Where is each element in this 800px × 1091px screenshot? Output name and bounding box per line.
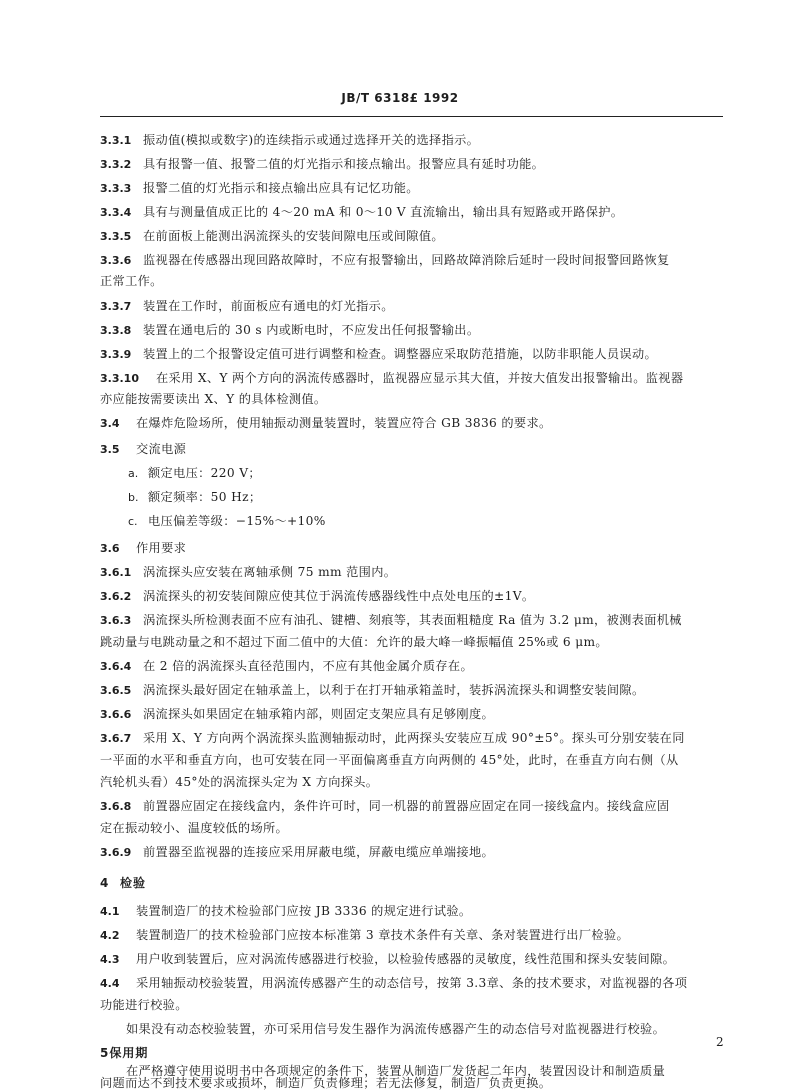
clause-3-6-7: 3.6.7 采用 X、Y 方向两个涡流探头监测轴振动时，此两探头安装应互成 90°±5°。探头可分别安装在同 xyxy=(100,731,685,745)
clause-3-3-2: 3.3.2 具有报警一值、报警二值的灯光指示和接点输出。报警应具有延时功能。 xyxy=(100,157,545,171)
clause-3-6-2: 3.6.2 涡流探头的初安装间隙应使其位于涡流传感器线性中点处电压的±1V。 xyxy=(100,589,535,603)
clause-3-6-7-cont2: 汽轮机头看）45°处的涡流探头定为 X 方向探头。 xyxy=(100,775,379,789)
clause-3-6-8-cont: 定在振动较小、温度较低的场所。 xyxy=(100,821,289,835)
clause-3-3-9: 3.3.9 装置上的二个报警设定值可进行调整和检查。调整器应采取防范措施，以防非职能人员误动。 xyxy=(100,347,658,361)
item-c: c. 电压偏差等级：−15%～+10% xyxy=(128,514,326,528)
clause-3-6-7-cont1: 一平面的水平和垂直方向，也可安装在同一平面偏离垂直方向两侧的 45°处，此时，在垂直方向右侧（从 xyxy=(100,753,679,767)
clause-3-6-9: 3.6.9 前置器至监视器的连接应采用屏蔽电缆，屏蔽电缆应单端接地。 xyxy=(100,845,495,859)
clause-3-6-4: 3.6.4 在 2 倍的涡流探头直径范围内，不应有其他金属介质存在。 xyxy=(100,659,473,673)
clause-4-4: 4.4 采用轴振动校验装置，用涡流传感器产生的动态信号，按第 3.3章、条的技术要求，对监视器的各项 xyxy=(100,976,688,990)
clause-3-3-6: 3.3.6 监视器在传感器出现回路故障时，不应有报警输出，回路故障消除后延时一段时间报警回路恢复 xyxy=(100,253,670,267)
document-header: JB/T 6318£ 1992 xyxy=(341,91,459,105)
clause-3-3-4: 3.3.4 具有与测量值成正比的 4～20 mA 和 0～10 V 直流输出，输出具有短路或开路保护。 xyxy=(100,205,624,219)
clause-3-5: 3.5 交流电源 xyxy=(100,442,187,456)
clause-4-2: 4.2 装置制造厂的技术检验部门应按本标准第 3 章技术条件有关章、条对装置进行出厂检验。 xyxy=(100,928,629,942)
clause-3-6-6: 3.6.6 涡流探头如果固定在轴承箱内部，则固定支架应具有足够刚度。 xyxy=(100,707,495,721)
page-number: 2 xyxy=(716,1035,724,1049)
clause-3-6-8: 3.6.8 前置器应固定在接线盒内，条件许可时，同一机器的前置器应固定在同一接线盒内。接线盒应固 xyxy=(100,799,670,813)
clause-3-4: 3.4 在爆炸危险场所，使用轴振动测量装置时，装置应符合 GB 3836 的要求。 xyxy=(100,416,552,430)
paragraph-dynamic-check: 如果没有动态校验装置，亦可采用信号发生器作为涡流传感器产生的动态信号对监视器进行校验。 xyxy=(126,1022,666,1036)
clause-3-3-10: 3.3.10 在采用 X、Y 两个方向的涡流传感器时，监视器应显示其大值，并按大值发出报警输出。监视器 xyxy=(100,371,684,385)
clause-4-3: 4.3 用户收到装置后，应对涡流传感器进行校验，以检验传感器的灵敏度，线性范围和探头安装间隙。 xyxy=(100,952,676,966)
clause-3-3-3: 3.3.3 报警二值的灯光指示和接点输出应具有记忆功能。 xyxy=(100,181,419,195)
clause-3-3-10-cont: 亦应能按需要读出 X、Y 的具体检测值。 xyxy=(100,392,327,406)
clause-3-3-7: 3.3.7 装置在工作时，前面板应有通电的灯光指示。 xyxy=(100,299,394,313)
clause-3-6-1: 3.6.1 涡流探头应安装在离轴承侧 75 mm 范围内。 xyxy=(100,565,397,579)
section-4-heading: 4 检验 xyxy=(100,876,147,890)
header-rule xyxy=(100,116,723,117)
item-a: a. 额定电压：220 V； xyxy=(128,466,261,480)
clause-3-6-5: 3.6.5 涡流探头最好固定在轴承盖上，以利于在打开轴承箱盖时，装拆涡流探头和调整安装间隙。 xyxy=(100,683,645,697)
warranty-paragraph-line-1: 在严格遵守使用说明书中各项规定的条件下，装置从制造厂发货起二年内，装置因设计和制造质量 xyxy=(126,1064,666,1078)
clause-3-6-3: 3.6.3 涡流探头所检测表面不应有油孔、键槽、刻痕等，其表面粗糙度 Ra 值为 3.2 μm，被测表面机械 xyxy=(100,613,682,627)
clause-3-3-6-cont: 正常工作。 xyxy=(100,274,163,288)
item-b: b. 额定频率：50 Hz； xyxy=(128,490,262,504)
warranty-paragraph-line-2: 问题而达不到技术要求或损坏，制造厂负责修理；若无法修复，制造厂负责更换。 xyxy=(100,1076,552,1090)
section-5-heading: 5保用期 xyxy=(100,1046,149,1060)
clause-3-3-1: 3.3.1 振动值(模拟或数字)的连续指示或通过选择开关的选择指示。 xyxy=(100,133,480,147)
clause-3-6: 3.6 作用要求 xyxy=(100,541,187,555)
clause-4-1: 4.1 装置制造厂的技术检验部门应按 JB 3336 的规定进行试验。 xyxy=(100,904,472,918)
clause-3-3-8: 3.3.8 装置在通电后的 30 s 内或断电时，不应发出任何报警输出。 xyxy=(100,323,480,337)
clause-3-3-5: 3.3.5 在前面板上能测出涡流探头的安装间隙电压或间隙值。 xyxy=(100,229,444,243)
clause-4-4-cont: 功能进行校验。 xyxy=(100,998,188,1012)
clause-3-6-3-cont: 跳动量与电跳动量之和不超过下面二值中的大值：允许的最大峰一峰振幅值 25%或 6 μm。 xyxy=(100,635,608,649)
